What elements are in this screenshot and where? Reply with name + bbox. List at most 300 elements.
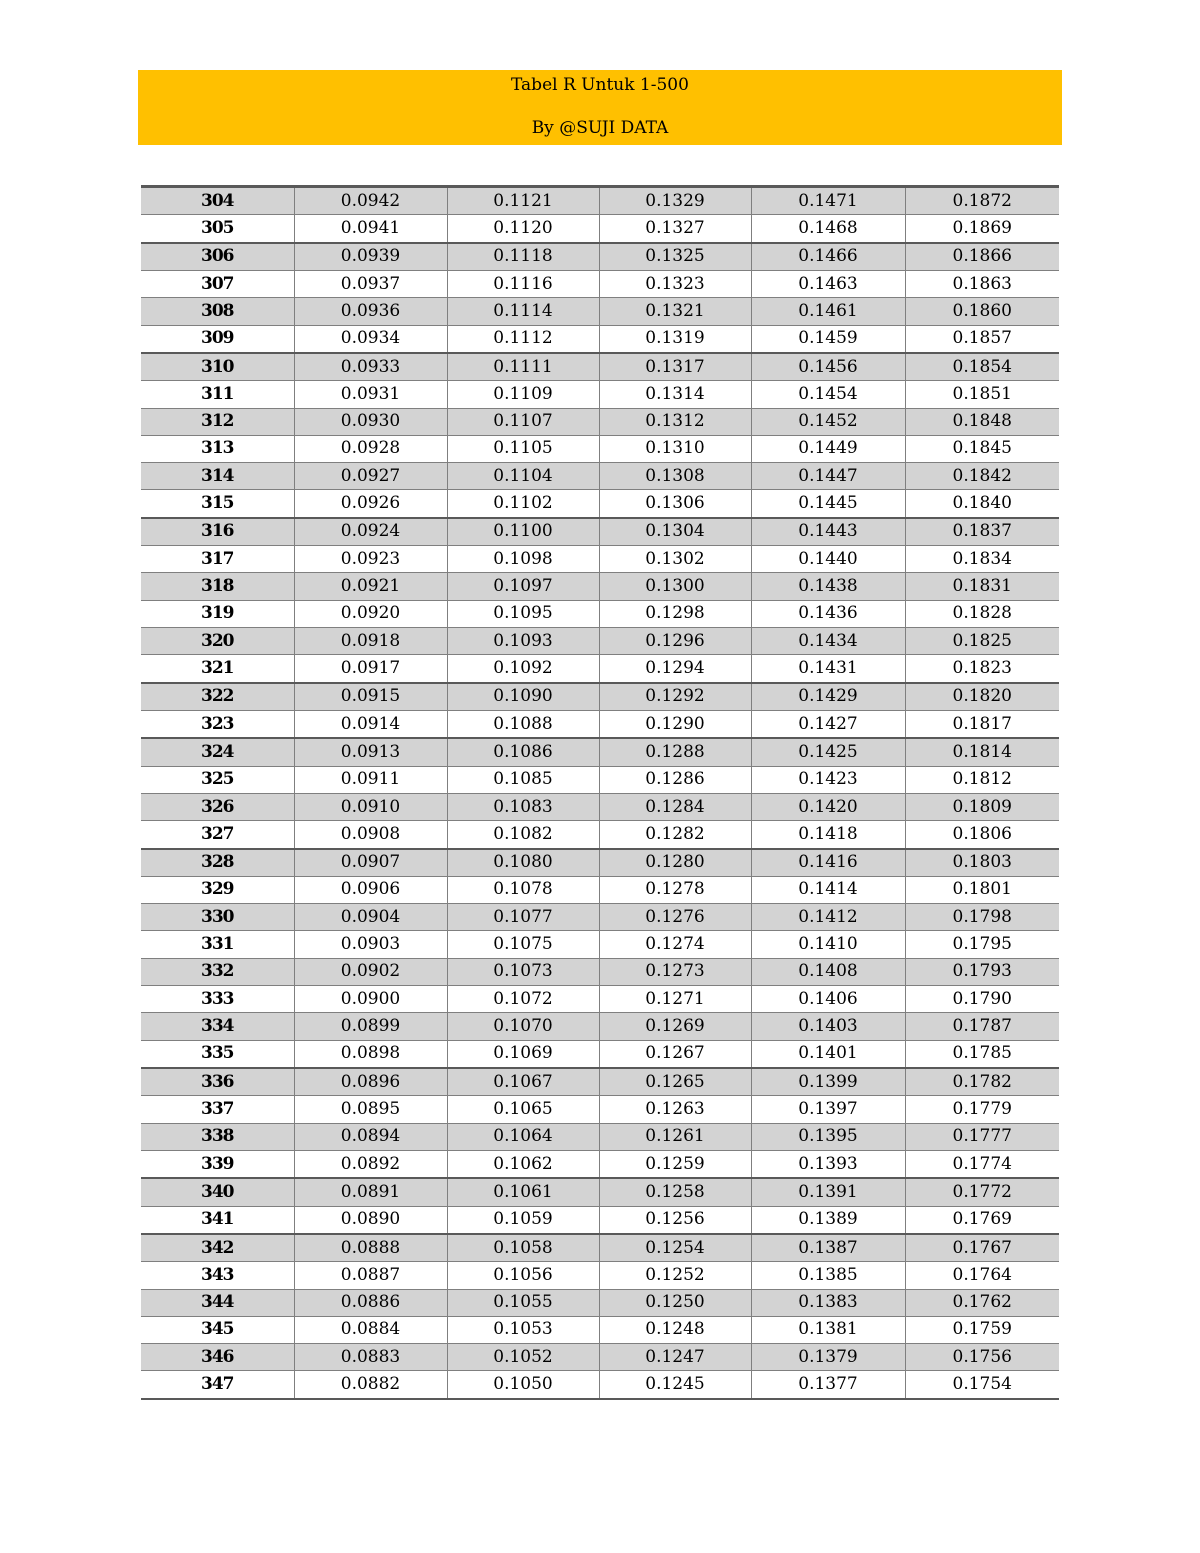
r-cell: 0.0937 bbox=[294, 270, 447, 297]
r-cell: 0.1310 bbox=[599, 435, 751, 462]
r-cell: 0.1848 bbox=[905, 408, 1059, 435]
r-cell: 0.0941 bbox=[294, 215, 447, 243]
n-cell: 342 bbox=[141, 1234, 294, 1262]
r-cell: 0.1290 bbox=[599, 710, 751, 738]
table-row bbox=[141, 710, 1059, 738]
n-cell: 331 bbox=[141, 931, 294, 958]
r-cell: 0.1461 bbox=[751, 298, 905, 325]
n-cell: 333 bbox=[141, 986, 294, 1013]
r-cell: 0.1410 bbox=[751, 931, 905, 958]
r-cell: 0.1273 bbox=[599, 958, 751, 985]
table-row bbox=[141, 381, 1059, 408]
n-cell: 310 bbox=[141, 353, 294, 381]
page-byline: By @SUJI DATA bbox=[531, 118, 669, 138]
r-cell: 0.1067 bbox=[447, 1068, 599, 1096]
r-cell: 0.1284 bbox=[599, 793, 751, 820]
r-cell: 0.1321 bbox=[599, 298, 751, 325]
table-row bbox=[141, 1316, 1059, 1343]
r-cell: 0.1269 bbox=[599, 1013, 751, 1040]
r-cell: 0.1282 bbox=[599, 821, 751, 849]
r-cell: 0.1831 bbox=[905, 573, 1059, 600]
n-cell: 309 bbox=[141, 325, 294, 353]
r-cell: 0.1812 bbox=[905, 766, 1059, 793]
r-cell: 0.1817 bbox=[905, 710, 1059, 738]
r-cell: 0.1317 bbox=[599, 353, 751, 381]
table-row bbox=[141, 1096, 1059, 1123]
table-row bbox=[141, 187, 1059, 215]
n-cell: 325 bbox=[141, 766, 294, 793]
r-cell: 0.1261 bbox=[599, 1123, 751, 1150]
n-cell: 327 bbox=[141, 821, 294, 849]
table-row bbox=[141, 1344, 1059, 1371]
r-cell: 0.1298 bbox=[599, 600, 751, 627]
r-cell: 0.1403 bbox=[751, 1013, 905, 1040]
n-cell: 322 bbox=[141, 683, 294, 711]
r-cell: 0.0923 bbox=[294, 546, 447, 573]
r-cell: 0.1259 bbox=[599, 1150, 751, 1178]
n-cell: 313 bbox=[141, 435, 294, 462]
r-cell: 0.0918 bbox=[294, 628, 447, 655]
r-cell: 0.1387 bbox=[751, 1234, 905, 1262]
n-cell: 320 bbox=[141, 628, 294, 655]
r-cell: 0.1395 bbox=[751, 1123, 905, 1150]
r-cell: 0.0939 bbox=[294, 243, 447, 271]
r-cell: 0.0904 bbox=[294, 904, 447, 931]
r-cell: 0.1312 bbox=[599, 408, 751, 435]
r-cell: 0.1092 bbox=[447, 655, 599, 683]
table-row bbox=[141, 1123, 1059, 1150]
r-cell: 0.0915 bbox=[294, 683, 447, 711]
r-cell: 0.1323 bbox=[599, 270, 751, 297]
r-cell: 0.1121 bbox=[447, 187, 599, 215]
r-cell: 0.1112 bbox=[447, 325, 599, 353]
table-row bbox=[141, 683, 1059, 711]
r-cell: 0.1863 bbox=[905, 270, 1059, 297]
r-cell: 0.1872 bbox=[905, 187, 1059, 215]
r-cell: 0.1245 bbox=[599, 1371, 751, 1399]
r-cell: 0.1077 bbox=[447, 904, 599, 931]
r-cell: 0.1408 bbox=[751, 958, 905, 985]
r-cell: 0.1425 bbox=[751, 738, 905, 766]
r-cell: 0.1055 bbox=[447, 1289, 599, 1316]
r-cell: 0.0921 bbox=[294, 573, 447, 600]
n-cell: 321 bbox=[141, 655, 294, 683]
n-cell: 337 bbox=[141, 1096, 294, 1123]
r-cell: 0.1834 bbox=[905, 546, 1059, 573]
r-cell: 0.1803 bbox=[905, 849, 1059, 877]
r-cell: 0.1062 bbox=[447, 1150, 599, 1178]
r-cell: 0.1774 bbox=[905, 1150, 1059, 1178]
r-cell: 0.1759 bbox=[905, 1316, 1059, 1343]
r-cell: 0.1064 bbox=[447, 1123, 599, 1150]
r-cell: 0.1080 bbox=[447, 849, 599, 877]
r-cell: 0.1086 bbox=[447, 738, 599, 766]
n-cell: 338 bbox=[141, 1123, 294, 1150]
table-row bbox=[141, 600, 1059, 627]
r-cell: 0.1265 bbox=[599, 1068, 751, 1096]
r-cell: 0.1302 bbox=[599, 546, 751, 573]
r-cell: 0.1825 bbox=[905, 628, 1059, 655]
n-cell: 329 bbox=[141, 876, 294, 903]
r-cell: 0.1271 bbox=[599, 986, 751, 1013]
r-cell: 0.1288 bbox=[599, 738, 751, 766]
r-cell: 0.0933 bbox=[294, 353, 447, 381]
r-cell: 0.1093 bbox=[447, 628, 599, 655]
r-cell: 0.0892 bbox=[294, 1150, 447, 1178]
r-cell: 0.1767 bbox=[905, 1234, 1059, 1262]
r-cell: 0.1065 bbox=[447, 1096, 599, 1123]
n-cell: 314 bbox=[141, 463, 294, 490]
r-cell: 0.1250 bbox=[599, 1289, 751, 1316]
r-cell: 0.0907 bbox=[294, 849, 447, 877]
n-cell: 340 bbox=[141, 1178, 294, 1206]
r-cell: 0.0895 bbox=[294, 1096, 447, 1123]
table-row bbox=[141, 628, 1059, 655]
r-cell: 0.0917 bbox=[294, 655, 447, 683]
table-row bbox=[141, 518, 1059, 546]
r-cell: 0.0931 bbox=[294, 381, 447, 408]
r-cell: 0.1423 bbox=[751, 766, 905, 793]
r-cell: 0.1429 bbox=[751, 683, 905, 711]
r-cell: 0.1820 bbox=[905, 683, 1059, 711]
r-cell: 0.1814 bbox=[905, 738, 1059, 766]
table-row bbox=[141, 986, 1059, 1013]
n-cell: 305 bbox=[141, 215, 294, 243]
r-cell: 0.0908 bbox=[294, 821, 447, 849]
n-cell: 324 bbox=[141, 738, 294, 766]
r-cell: 0.1828 bbox=[905, 600, 1059, 627]
r-cell: 0.1445 bbox=[751, 490, 905, 518]
r-cell: 0.1793 bbox=[905, 958, 1059, 985]
table-row bbox=[141, 463, 1059, 490]
r-cell: 0.1385 bbox=[751, 1262, 905, 1289]
r-cell: 0.1050 bbox=[447, 1371, 599, 1399]
r-cell: 0.1420 bbox=[751, 793, 905, 820]
n-cell: 332 bbox=[141, 958, 294, 985]
table-row bbox=[141, 435, 1059, 462]
r-cell: 0.1118 bbox=[447, 243, 599, 271]
r-cell: 0.0890 bbox=[294, 1206, 447, 1234]
r-cell: 0.1391 bbox=[751, 1178, 905, 1206]
r-cell: 0.1860 bbox=[905, 298, 1059, 325]
r-cell: 0.0883 bbox=[294, 1344, 447, 1371]
r-cell: 0.1436 bbox=[751, 600, 905, 627]
r-cell: 0.1857 bbox=[905, 325, 1059, 353]
r-cell: 0.1111 bbox=[447, 353, 599, 381]
r-cell: 0.1052 bbox=[447, 1344, 599, 1371]
r-cell: 0.1306 bbox=[599, 490, 751, 518]
r-cell: 0.1801 bbox=[905, 876, 1059, 903]
r-cell: 0.0894 bbox=[294, 1123, 447, 1150]
r-cell: 0.1471 bbox=[751, 187, 905, 215]
r-cell: 0.1095 bbox=[447, 600, 599, 627]
table-row bbox=[141, 1150, 1059, 1178]
n-cell: 335 bbox=[141, 1040, 294, 1068]
r-cell: 0.1247 bbox=[599, 1344, 751, 1371]
r-cell: 0.1769 bbox=[905, 1206, 1059, 1234]
table-row bbox=[141, 766, 1059, 793]
r-cell: 0.1452 bbox=[751, 408, 905, 435]
r-cell: 0.1785 bbox=[905, 1040, 1059, 1068]
r-cell: 0.0942 bbox=[294, 187, 447, 215]
table-row bbox=[141, 904, 1059, 931]
r-cell: 0.1107 bbox=[447, 408, 599, 435]
r-cell: 0.1414 bbox=[751, 876, 905, 903]
r-cell: 0.1090 bbox=[447, 683, 599, 711]
r-cell: 0.0906 bbox=[294, 876, 447, 903]
r-cell: 0.1397 bbox=[751, 1096, 905, 1123]
table-row bbox=[141, 408, 1059, 435]
r-cell: 0.1327 bbox=[599, 215, 751, 243]
r-cell: 0.0903 bbox=[294, 931, 447, 958]
r-cell: 0.0913 bbox=[294, 738, 447, 766]
r-cell: 0.1254 bbox=[599, 1234, 751, 1262]
r-cell: 0.1304 bbox=[599, 518, 751, 546]
r-cell: 0.1085 bbox=[447, 766, 599, 793]
n-cell: 345 bbox=[141, 1316, 294, 1343]
r-cell: 0.1823 bbox=[905, 655, 1059, 683]
n-cell: 318 bbox=[141, 573, 294, 600]
r-cell: 0.1056 bbox=[447, 1262, 599, 1289]
r-cell: 0.1866 bbox=[905, 243, 1059, 271]
r-cell: 0.1325 bbox=[599, 243, 751, 271]
n-cell: 328 bbox=[141, 849, 294, 877]
table-row bbox=[141, 1206, 1059, 1234]
n-cell: 346 bbox=[141, 1344, 294, 1371]
r-cell: 0.1466 bbox=[751, 243, 905, 271]
r-cell: 0.0900 bbox=[294, 986, 447, 1013]
r-cell: 0.1278 bbox=[599, 876, 751, 903]
table-row bbox=[141, 1178, 1059, 1206]
r-cell: 0.1267 bbox=[599, 1040, 751, 1068]
r-cell: 0.1427 bbox=[751, 710, 905, 738]
r-cell: 0.1114 bbox=[447, 298, 599, 325]
r-cell: 0.1377 bbox=[751, 1371, 905, 1399]
r-cell: 0.1772 bbox=[905, 1178, 1059, 1206]
n-cell: 317 bbox=[141, 546, 294, 573]
page-title: Tabel R Untuk 1-500 bbox=[511, 75, 689, 95]
table-row bbox=[141, 546, 1059, 573]
r-cell: 0.1061 bbox=[447, 1178, 599, 1206]
table-row bbox=[141, 738, 1059, 766]
r-cell: 0.1263 bbox=[599, 1096, 751, 1123]
r-cell: 0.1854 bbox=[905, 353, 1059, 381]
table-row bbox=[141, 849, 1059, 877]
r-cell: 0.1790 bbox=[905, 986, 1059, 1013]
n-cell: 323 bbox=[141, 710, 294, 738]
r-cell: 0.1280 bbox=[599, 849, 751, 877]
r-cell: 0.1393 bbox=[751, 1150, 905, 1178]
r-cell: 0.1754 bbox=[905, 1371, 1059, 1399]
table-row bbox=[141, 793, 1059, 820]
r-cell: 0.1840 bbox=[905, 490, 1059, 518]
table-row bbox=[141, 876, 1059, 903]
r-cell: 0.0886 bbox=[294, 1289, 447, 1316]
r-cell: 0.1070 bbox=[447, 1013, 599, 1040]
r-cell: 0.0927 bbox=[294, 463, 447, 490]
r-cell: 0.1294 bbox=[599, 655, 751, 683]
r-cell: 0.1105 bbox=[447, 435, 599, 462]
r-cell: 0.0924 bbox=[294, 518, 447, 546]
r-cell: 0.1434 bbox=[751, 628, 905, 655]
r-cell: 0.1418 bbox=[751, 821, 905, 849]
table-row bbox=[141, 1371, 1059, 1399]
r-cell: 0.1412 bbox=[751, 904, 905, 931]
r-cell: 0.0896 bbox=[294, 1068, 447, 1096]
r-cell: 0.1075 bbox=[447, 931, 599, 958]
n-cell: 326 bbox=[141, 793, 294, 820]
table-row bbox=[141, 215, 1059, 243]
r-cell: 0.1120 bbox=[447, 215, 599, 243]
r-cell: 0.1252 bbox=[599, 1262, 751, 1289]
r-cell: 0.1082 bbox=[447, 821, 599, 849]
n-cell: 336 bbox=[141, 1068, 294, 1096]
r-cell: 0.1468 bbox=[751, 215, 905, 243]
r-cell: 0.1764 bbox=[905, 1262, 1059, 1289]
r-cell: 0.1443 bbox=[751, 518, 905, 546]
r-table-body bbox=[141, 187, 1059, 1399]
r-cell: 0.1292 bbox=[599, 683, 751, 711]
table-row bbox=[141, 270, 1059, 297]
table-row bbox=[141, 1040, 1059, 1068]
table-row bbox=[141, 958, 1059, 985]
n-cell: 304 bbox=[141, 187, 294, 215]
r-cell: 0.0934 bbox=[294, 325, 447, 353]
r-cell: 0.0910 bbox=[294, 793, 447, 820]
r-cell: 0.1296 bbox=[599, 628, 751, 655]
r-cell: 0.1073 bbox=[447, 958, 599, 985]
n-cell: 343 bbox=[141, 1262, 294, 1289]
r-cell: 0.1438 bbox=[751, 573, 905, 600]
table-row bbox=[141, 1068, 1059, 1096]
r-cell: 0.1083 bbox=[447, 793, 599, 820]
r-cell: 0.0882 bbox=[294, 1371, 447, 1399]
table-row bbox=[141, 298, 1059, 325]
r-cell: 0.1431 bbox=[751, 655, 905, 683]
r-cell: 0.1809 bbox=[905, 793, 1059, 820]
table-row bbox=[141, 243, 1059, 271]
table-row bbox=[141, 1262, 1059, 1289]
table-row bbox=[141, 573, 1059, 600]
n-cell: 319 bbox=[141, 600, 294, 627]
r-cell: 0.1256 bbox=[599, 1206, 751, 1234]
r-cell: 0.1416 bbox=[751, 849, 905, 877]
page-header bbox=[138, 70, 1062, 145]
r-table bbox=[141, 185, 1059, 1400]
r-cell: 0.1756 bbox=[905, 1344, 1059, 1371]
r-cell: 0.1072 bbox=[447, 986, 599, 1013]
n-cell: 315 bbox=[141, 490, 294, 518]
r-cell: 0.0926 bbox=[294, 490, 447, 518]
n-cell: 339 bbox=[141, 1150, 294, 1178]
r-cell: 0.1276 bbox=[599, 904, 751, 931]
r-cell: 0.1100 bbox=[447, 518, 599, 546]
r-cell: 0.1842 bbox=[905, 463, 1059, 490]
r-cell: 0.1449 bbox=[751, 435, 905, 462]
table-row bbox=[141, 490, 1059, 518]
n-cell: 316 bbox=[141, 518, 294, 546]
r-cell: 0.1319 bbox=[599, 325, 751, 353]
r-cell: 0.1447 bbox=[751, 463, 905, 490]
n-cell: 311 bbox=[141, 381, 294, 408]
r-cell: 0.0928 bbox=[294, 435, 447, 462]
r-cell: 0.1300 bbox=[599, 573, 751, 600]
r-cell: 0.1383 bbox=[751, 1289, 905, 1316]
n-cell: 306 bbox=[141, 243, 294, 271]
r-cell: 0.0902 bbox=[294, 958, 447, 985]
r-cell: 0.0914 bbox=[294, 710, 447, 738]
n-cell: 347 bbox=[141, 1371, 294, 1399]
r-cell: 0.0887 bbox=[294, 1262, 447, 1289]
n-cell: 341 bbox=[141, 1206, 294, 1234]
n-cell: 330 bbox=[141, 904, 294, 931]
r-cell: 0.0920 bbox=[294, 600, 447, 627]
r-cell: 0.1059 bbox=[447, 1206, 599, 1234]
r-cell: 0.1869 bbox=[905, 215, 1059, 243]
r-cell: 0.1845 bbox=[905, 435, 1059, 462]
r-cell: 0.1463 bbox=[751, 270, 905, 297]
table-row bbox=[141, 655, 1059, 683]
r-cell: 0.1851 bbox=[905, 381, 1059, 408]
r-cell: 0.1454 bbox=[751, 381, 905, 408]
r-cell: 0.1806 bbox=[905, 821, 1059, 849]
r-cell: 0.1274 bbox=[599, 931, 751, 958]
table-row bbox=[141, 325, 1059, 353]
r-cell: 0.1258 bbox=[599, 1178, 751, 1206]
r-cell: 0.0898 bbox=[294, 1040, 447, 1068]
n-cell: 312 bbox=[141, 408, 294, 435]
r-cell: 0.1779 bbox=[905, 1096, 1059, 1123]
r-cell: 0.1069 bbox=[447, 1040, 599, 1068]
r-cell: 0.1329 bbox=[599, 187, 751, 215]
r-cell: 0.1406 bbox=[751, 986, 905, 1013]
r-cell: 0.0891 bbox=[294, 1178, 447, 1206]
r-cell: 0.1798 bbox=[905, 904, 1059, 931]
n-cell: 308 bbox=[141, 298, 294, 325]
r-cell: 0.1104 bbox=[447, 463, 599, 490]
r-cell: 0.1795 bbox=[905, 931, 1059, 958]
r-cell: 0.1078 bbox=[447, 876, 599, 903]
r-cell: 0.1058 bbox=[447, 1234, 599, 1262]
r-cell: 0.1098 bbox=[447, 546, 599, 573]
r-cell: 0.1088 bbox=[447, 710, 599, 738]
r-cell: 0.0930 bbox=[294, 408, 447, 435]
table-row bbox=[141, 353, 1059, 381]
r-cell: 0.1459 bbox=[751, 325, 905, 353]
r-cell: 0.1286 bbox=[599, 766, 751, 793]
table-row bbox=[141, 931, 1059, 958]
r-cell: 0.0884 bbox=[294, 1316, 447, 1343]
r-cell: 0.1308 bbox=[599, 463, 751, 490]
r-cell: 0.1456 bbox=[751, 353, 905, 381]
r-cell: 0.1116 bbox=[447, 270, 599, 297]
r-cell: 0.0936 bbox=[294, 298, 447, 325]
n-cell: 307 bbox=[141, 270, 294, 297]
r-cell: 0.1109 bbox=[447, 381, 599, 408]
r-cell: 0.1782 bbox=[905, 1068, 1059, 1096]
r-cell: 0.1399 bbox=[751, 1068, 905, 1096]
table-row bbox=[141, 1234, 1059, 1262]
r-cell: 0.1053 bbox=[447, 1316, 599, 1343]
table-row bbox=[141, 1013, 1059, 1040]
r-cell: 0.1787 bbox=[905, 1013, 1059, 1040]
r-cell: 0.1248 bbox=[599, 1316, 751, 1343]
r-cell: 0.1401 bbox=[751, 1040, 905, 1068]
r-cell: 0.0888 bbox=[294, 1234, 447, 1262]
n-cell: 344 bbox=[141, 1289, 294, 1316]
r-cell: 0.0899 bbox=[294, 1013, 447, 1040]
r-cell: 0.0911 bbox=[294, 766, 447, 793]
